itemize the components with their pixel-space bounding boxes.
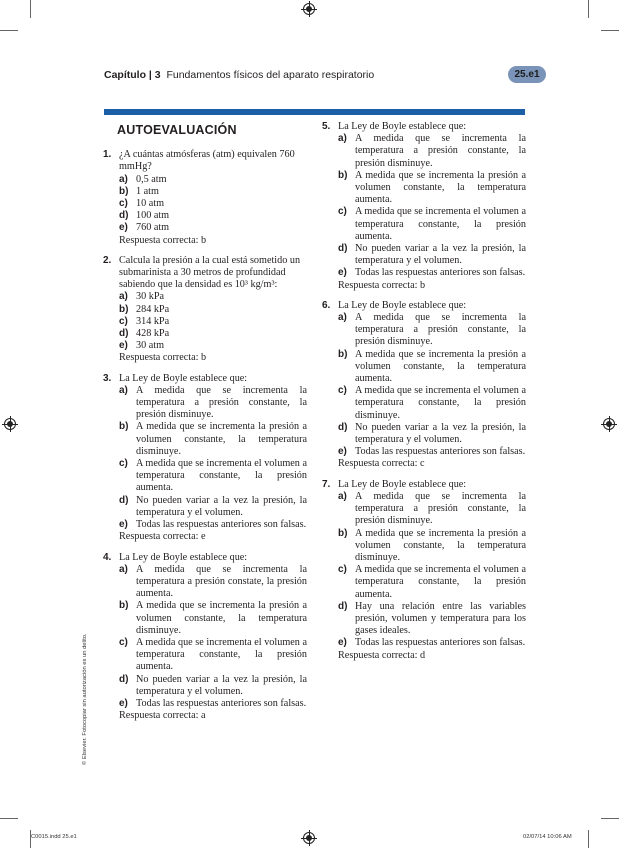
page-number-badge: 25.e1 — [508, 66, 546, 83]
option-letter: b) — [119, 421, 129, 433]
answer-option — [119, 174, 307, 186]
question-text: La Ley de Boyle establece que: — [338, 478, 467, 490]
option-letter: d) — [119, 328, 129, 340]
answer-option — [119, 519, 307, 531]
option-letter: a) — [119, 291, 128, 303]
option-letter: d) — [119, 673, 129, 685]
question-text: La Ley de Boyle establece que: — [119, 551, 248, 563]
registration-mark-icon — [4, 418, 16, 430]
option-text: 30 kPa — [136, 291, 165, 303]
correct-answer: Respuesta correcta: b — [119, 234, 207, 246]
answer-option — [338, 385, 526, 422]
option-letter: d) — [119, 494, 129, 506]
option-letter: e) — [119, 340, 128, 352]
option-letter: e) — [119, 519, 128, 531]
option-letter: c) — [338, 564, 347, 576]
answer-option — [119, 316, 307, 328]
option-letter: e) — [338, 267, 347, 279]
option-text: 760 atm — [136, 222, 170, 234]
option-text: A medida que se incrementa la temperatura a presión constate, la presión aumenta. — [136, 563, 307, 600]
copyright-notice: © Elsevier. Fotocopiar sin autorización es un delito. — [82, 633, 88, 765]
option-text: 0,5 atm — [136, 173, 167, 185]
option-letter: c) — [338, 385, 347, 397]
option-letter: a) — [119, 173, 128, 185]
question-number: 1. — [103, 149, 112, 161]
option-letter: d) — [338, 421, 348, 433]
answer-option — [119, 385, 307, 422]
option-text: Hay una relación entre las variables presión, volumen y temperatura para los gases ideales. — [355, 600, 526, 637]
correct-answer: Respuesta correcta: c — [338, 458, 425, 470]
answer-option — [338, 564, 526, 601]
option-letter: d) — [338, 600, 348, 612]
chapter-title: Fundamentos físicos del aparato respiratorio — [166, 69, 375, 81]
correct-answer: Respuesta correcta: b — [338, 279, 426, 291]
option-text: No pueden variar a la vez la presión, la temperatura y el volumen. — [355, 243, 526, 267]
option-text: A medida que se incrementa el volumen a temperatura constante, la presión aumenta. — [355, 206, 526, 242]
option-text: 1 atm — [136, 185, 159, 197]
option-text: 284 kPa — [136, 303, 170, 315]
answer-option — [338, 422, 526, 446]
option-text: A medida que se incrementa la presión a volumen constante, la temperatura disminuye. — [136, 600, 307, 636]
option-text: Todas las respuestas anteriores son falsas. — [355, 446, 526, 458]
correct-answer: Respuesta correcta: e — [119, 531, 206, 543]
correct-answer: Respuesta correcta: a — [119, 710, 206, 722]
option-text: A medida que se incrementa la presión a volumen constante, la temperatura disminuye. — [355, 527, 526, 563]
option-letter: e) — [338, 446, 347, 458]
option-letter: b) — [119, 303, 129, 315]
option-letter: c) — [119, 198, 128, 210]
question-2 — [103, 255, 307, 365]
answer-option — [119, 674, 307, 698]
answer-option — [338, 170, 526, 207]
question-text: La Ley de Boyle establece que: — [338, 299, 467, 311]
answer-option — [119, 328, 307, 340]
option-text: A medida que se incrementa la temperatura a presión constante, la presión disminuye. — [355, 490, 526, 527]
answer-option — [338, 491, 526, 528]
option-letter: e) — [338, 637, 347, 649]
right-column — [322, 121, 526, 670]
answer-option — [338, 528, 526, 565]
option-text: 428 kPa — [136, 328, 170, 340]
answer-option — [119, 600, 307, 637]
answer-option — [119, 222, 307, 234]
answer-option — [119, 304, 307, 316]
answer-option — [119, 340, 307, 352]
option-letter: a) — [119, 563, 128, 575]
answer-option — [338, 312, 526, 349]
option-letter: a) — [338, 133, 347, 145]
question-number: 4. — [103, 551, 112, 563]
crop-mark — [0, 30, 18, 31]
header-rule — [104, 109, 525, 115]
question-number: 6. — [322, 299, 331, 311]
left-column — [103, 121, 307, 730]
registration-mark-icon — [303, 832, 315, 844]
question-7 — [322, 479, 526, 662]
option-text: A medida que se incrementa la presión a volumen constante, la temperatura aumenta. — [355, 348, 526, 385]
answer-option — [119, 421, 307, 458]
question-text: Calcula la presión a la cual está sometido un submarinista a 30 metros de profundidad sabiendo que la densidad es 10³ kg/m³: — [119, 254, 301, 291]
question-3 — [103, 373, 307, 544]
option-text: Todas las respuestas anteriores son falsas. — [355, 267, 526, 279]
option-text: A medida que se incrementa el volumen a temperatura constante, la presión aumenta. — [136, 458, 307, 494]
crop-mark — [588, 830, 589, 848]
question-number: 7. — [322, 478, 331, 490]
option-letter: a) — [119, 384, 128, 396]
option-letter: b) — [119, 600, 129, 612]
question-number: 5. — [322, 121, 331, 132]
question-6 — [322, 300, 526, 471]
answer-option — [119, 291, 307, 303]
option-text: 100 atm — [136, 210, 170, 222]
option-text: A medida que se incrementa el volumen a temperatura constante, la presión aumenta. — [355, 564, 526, 600]
question-text: La Ley de Boyle establece que: — [119, 372, 248, 384]
answer-option — [119, 495, 307, 519]
option-letter: b) — [338, 348, 348, 360]
file-slug: C0015.indd 25.e1 — [31, 834, 77, 840]
answer-option — [119, 198, 307, 210]
answer-option — [338, 446, 526, 458]
chapter-label: Capítulo | 3 — [104, 69, 161, 81]
crop-mark — [601, 818, 619, 819]
option-text: No pueden variar a la vez la presión, la temperatura y el volumen. — [355, 421, 526, 446]
option-text: Todas las respuestas anteriores son falsas. — [136, 697, 307, 709]
option-letter: c) — [119, 636, 128, 648]
question-number: 3. — [103, 372, 112, 384]
answer-option — [119, 564, 307, 601]
crop-mark — [0, 818, 18, 819]
option-text: A medida que se incrementa el volumen a temperatura constante, la presión disminuye. — [355, 385, 526, 421]
option-letter: c) — [119, 315, 128, 327]
option-text: No pueden variar a la vez la presión, la temperatura y el volumen. — [136, 673, 307, 697]
answer-option — [338, 637, 526, 649]
option-letter: e) — [119, 222, 128, 234]
question-5 — [322, 121, 526, 292]
option-letter: a) — [338, 312, 347, 324]
option-text: Todas las respuestas anteriores son falsas. — [136, 519, 307, 531]
option-text: Todas las respuestas anteriores son falsas. — [355, 637, 526, 649]
option-letter: b) — [119, 185, 129, 197]
question-1 — [103, 149, 307, 247]
answer-option — [338, 267, 526, 279]
answer-option — [338, 206, 526, 243]
answer-option — [338, 243, 526, 267]
option-text: 314 kPa — [136, 315, 170, 327]
correct-answer: Respuesta correcta: d — [338, 649, 426, 661]
option-letter: d) — [119, 210, 129, 222]
registration-mark-icon — [303, 3, 315, 15]
option-text: A medida que se incrementa la temperatura a presión constante, la presión disminuye. — [136, 384, 307, 421]
option-text: 30 atm — [136, 340, 165, 352]
question-text: ¿A cuántas atmósferas (atm) equivalen 760 mmHg? — [119, 149, 295, 173]
answer-option — [338, 601, 526, 638]
answer-option — [338, 133, 526, 170]
crop-mark — [588, 0, 589, 18]
answer-option — [119, 186, 307, 198]
question-text: La Ley de Boyle establece que: — [338, 121, 467, 132]
option-text: 10 atm — [136, 198, 165, 210]
timestamp-slug: 02/07/14 10:06 AM — [523, 834, 572, 840]
registration-mark-icon — [603, 418, 615, 430]
answer-option — [338, 349, 526, 386]
option-letter: c) — [338, 206, 347, 218]
option-text: A medida que se incrementa la temperatura a presión constante, la presión disminuye. — [355, 133, 526, 169]
option-letter: d) — [338, 243, 348, 255]
option-letter: b) — [338, 169, 348, 181]
question-4 — [103, 552, 307, 723]
option-letter: b) — [338, 527, 348, 539]
answer-option — [119, 637, 307, 674]
option-letter: e) — [119, 697, 128, 709]
option-text: No pueden variar a la vez la presión, la temperatura y el volumen. — [136, 494, 307, 518]
answer-option — [119, 458, 307, 495]
option-letter: c) — [119, 458, 128, 470]
correct-answer: Respuesta correcta: b — [119, 352, 207, 364]
crop-mark — [30, 0, 31, 18]
answer-option — [119, 210, 307, 222]
question-number: 2. — [103, 254, 112, 266]
option-text: A medida que se incrementa la presión a volumen constante, la temperatura disminuye. — [136, 421, 307, 457]
crop-mark — [601, 30, 619, 31]
option-letter: a) — [338, 490, 347, 502]
running-header — [104, 69, 374, 81]
option-text: A medida que se incrementa el volumen a temperatura constante, la presión aumenta. — [136, 636, 307, 673]
section-title: AUTOEVALUACIÓN — [117, 123, 237, 137]
option-text: A medida que se incrementa la presión a volumen constante, la temperatura aumenta. — [355, 169, 526, 206]
answer-option — [119, 698, 307, 710]
option-text: A medida que se incrementa la temperatura a presión constante, la presión disminuye. — [355, 312, 526, 348]
